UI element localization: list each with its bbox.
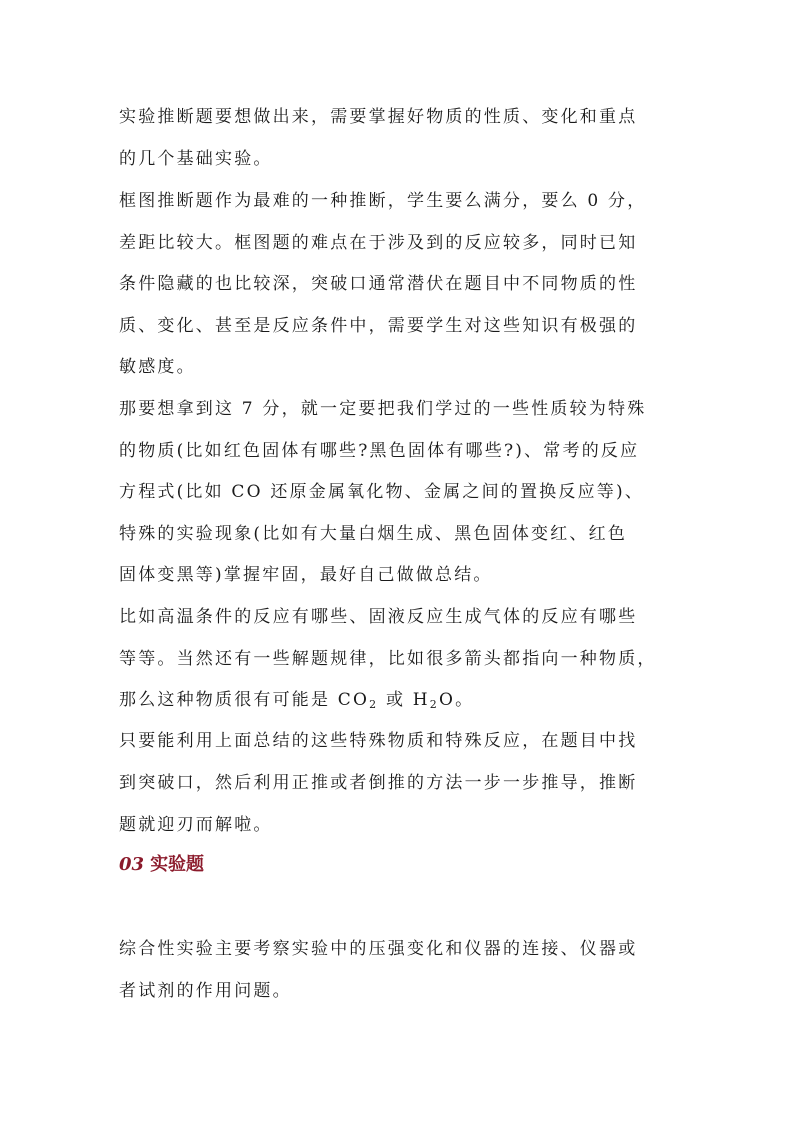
formula-suffix: O。 — [439, 690, 475, 710]
paragraph-line: 比如高温条件的反应有哪些、固液反应生成气体的反应有哪些 — [119, 607, 638, 627]
paragraph-line: 那要想拿到这 7 分，就一定要把我们学过的一些性质较为特殊 — [119, 399, 647, 419]
paragraph-line: 等等。当然还有一些解题规律，比如很多箭头都指向一种物质， — [119, 649, 657, 669]
subscript: 2 — [369, 698, 379, 711]
paragraph-line: 方程式(比如 CO 还原金属氧化物、金属之间的置换反应等)、 — [119, 482, 645, 502]
paragraph-line: 题就迎刃而解啦。 — [119, 815, 273, 835]
formula-mid: 或 H — [378, 690, 430, 710]
paragraph-line: 综合性实验主要考察实验中的压强变化和仪器的连接、仪器或 — [119, 939, 638, 959]
paragraph-line-formula — [119, 688, 474, 712]
section-heading — [119, 853, 204, 877]
paragraph-line: 的几个基础实验。 — [119, 149, 273, 169]
paragraph-line: 敏感度。 — [119, 357, 196, 377]
subscript: 2 — [429, 698, 439, 711]
paragraph-line: 框图推断题作为最难的一种推断，学生要么满分，要么 0 分， — [119, 191, 647, 211]
paragraph-line: 条件隐藏的也比较深，突破口通常潜伏在题目中不同物质的性 — [119, 274, 638, 294]
paragraph-line: 质、变化、甚至是反应条件中，需要学生对这些知识有极强的 — [119, 316, 638, 336]
formula-prefix: 那么这种物质很有可能是 CO — [119, 690, 370, 710]
paragraph-line: 差距比较大。框图题的难点在于涉及到的反应较多，同时已知 — [119, 233, 638, 253]
paragraph-line: 到突破口，然后利用正推或者倒推的方法一步一步推导，推断 — [119, 773, 638, 793]
paragraph-line: 固体变黑等)掌握牢固，最好自己做做总结。 — [119, 565, 493, 585]
paragraph-line: 者试剂的作用问题。 — [119, 981, 292, 1001]
paragraph-line: 实验推断题要想做出来，需要掌握好物质的性质、变化和重点 — [119, 107, 638, 127]
paragraph-line: 只要能利用上面总结的这些特殊物质和特殊反应，在题目中找 — [119, 731, 638, 751]
paragraph-line: 特殊的实验现象(比如有大量白烟生成、黑色固体变红、红色 — [119, 524, 628, 544]
section-title: 实验题 — [150, 854, 205, 875]
section-number: 03 — [119, 854, 145, 875]
paragraph-line: 的物质(比如红色固体有哪些?黑色固体有哪些?)、常考的反应 — [119, 441, 640, 461]
